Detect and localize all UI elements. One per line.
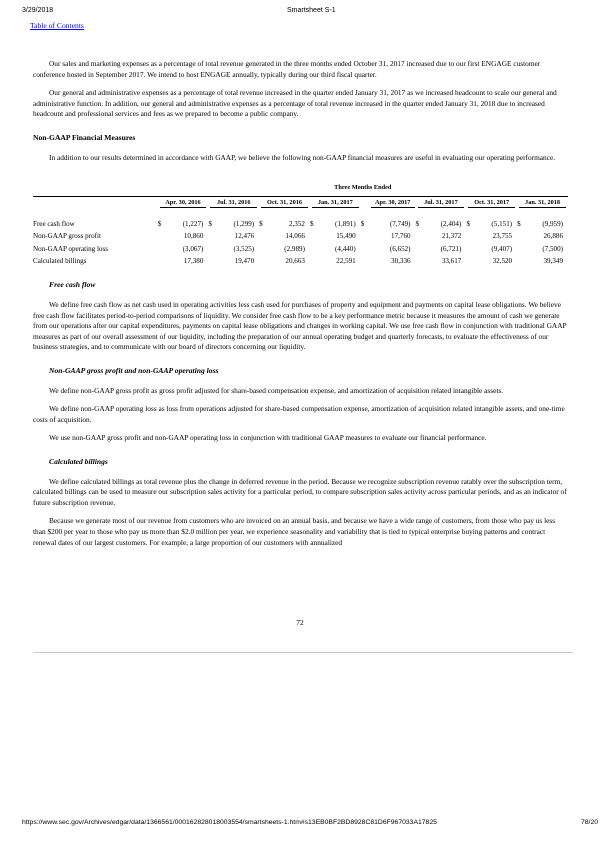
subsection-heading-free-cash-flow: Free cash flow [49,280,96,290]
row-label: Non-GAAP gross profit [33,232,101,241]
column-header: Apr. 30, 2016 [158,196,209,208]
paragraph-calculated-billings-definition: We define calculated billings as total revenue plus the change in deferred revenue in the period. Because we recognize subscription revenue ratably over the subscription term, calculated billings can be used to measure our subscription sales activity for a particular period, to compare subscription sales activity across particular periods, and as an indicator of future subscription revenue. [33,476,567,507]
print-date: 3/29/2018 [22,7,54,14]
paragraph-non-gaap-gross-profit: We define non-GAAP gross profit as gross profit adjusted for share-based compensation expense, and amortization of acquisition related intangible assets. [49,385,504,395]
subsection-heading-calculated-billings: Calculated billings [49,456,108,466]
column-header: Oct. 31, 2016 [259,196,310,208]
print-page-count: 78/20 [581,819,599,826]
table-group-header: Three Months Ended [158,183,568,196]
table-of-contents-link[interactable]: Table of Contents [30,21,84,30]
table-row-calculated-billings: Calculated billings 17,380 19,470 20,663 22,591 30,336 33,617 32,520 39,349 [33,255,568,267]
paragraph-general-admin: Our general and administrative expenses as a percentage of total revenue increased in the quarter ended January 31, 2017 as we increased headcount to scale our general and administrative function. In addition, our general and administrative expenses as a percentage of total revenue increased in the quarter ended January 31, 2018 due to increased headcount and professional services and fees as we prepared to become a public company. [33,88,557,119]
section-heading-non-gaap: Non-GAAP Financial Measures [33,132,136,142]
paragraph-free-cash-flow: We define free cash flow as net cash used in operating activities less cash used for purchases of property and equipment and payments on capital lease obligations. We believe free cash flow facilitates period-to-period comparisons of liquidity. We consider free cash flow to be a key performance metric because it measures the amount of cash we generate from our operations after our capital expenditures, payments on capital lease obligations and changes in working capital. We use free cash flow in conjunction with traditional GAAP measures as part of our overall assessment of our liquidity, including the preparation of our annual operating budget and quarterly forecasts, to evaluate the effectiveness of our business strategies, and to communicate with our board of directors concerning our liquidity. [33,300,567,352]
page-divider [33,652,573,653]
column-header: Jan. 31, 2018 [517,196,568,208]
paragraph-non-gaap-operating-loss: We define non-GAAP operating loss as loss from operations adjusted for share-based compensation expense, amortization of acquisition related intangible assets, and one-time costs of acquisition. [33,404,565,424]
non-gaap-financial-table [33,183,568,267]
column-header: Jul. 31, 2017 [416,196,467,208]
table-row-non-gaap-gross-profit: Non-GAAP gross profit 10,860 12,476 14,066 15,490 17,760 21,372 23,755 26,886 [33,231,568,243]
column-header: Oct. 31, 2017 [466,196,517,208]
row-label: Non-GAAP operating loss [33,244,109,253]
table-row-non-gaap-operating-loss: Non-GAAP operating loss (3,067) (3,525) (2,989) (4,440) (6,652) (6,721) (9,407) (7,500) [33,243,568,255]
paragraph-calculated-billings-seasonality: Because we generate most of our revenue from customers who are invoiced on an annual basis, and because we have a wide range of customers, from those who pay us less than $200 per year to those who pay us more than $2.0 million per year, we experience seasonality and variability that is tied to typical enterprise buying patterns and contract renewal dates of our largest customers. For example, a large proportion of our customers with annualized [33,516,556,547]
column-header: Apr. 30, 2017 [361,196,416,208]
paragraph-non-gaap-intro: In addition to our results determined in accordance with GAAP, we believe the following non-GAAP financial measures are useful in evaluating our operating performance. [49,152,556,162]
table-row-free-cash-flow: Free cash flow $ (1,227) $ (1,299) $ 2,352 $ (1,891) $ (7,749) $ (2,404) $ (5,151) $ (9,959) [33,218,568,230]
document-body [33,59,568,556]
print-url: https://www.sec.gov/Archives/edgar/data/1366561/000162828018003554/smartsheets-1.htm#s13EB0BF2BD8928C81D6F967033A17825 [22,819,437,826]
row-label: Calculated billings [33,256,87,265]
column-header: Jul. 31, 2016 [208,196,259,208]
paragraph-sales-marketing: Our sales and marketing expenses as a percentage of total revenue generated in the three months ended October 31, 2017 increased due to our first ENGAGE customer conference hosted in September 2017. We intend to host ENGAGE annually, typically during our third fiscal quarter. [33,59,541,79]
page-number: 72 [296,618,304,627]
print-header [22,7,600,19]
print-title: Smartsheet S-1 [287,7,336,14]
subsection-heading-non-gaap-profit: Non-GAAP gross profit and non-GAAP operating loss [49,366,219,375]
paragraph-non-gaap-usage: We use non-GAAP gross profit and non-GAAP operating loss in conjunction with traditional GAAP measures to evaluate our financial performance. [49,433,487,443]
row-label: Free cash flow [33,220,75,229]
column-header: Jan. 31, 2017 [310,196,361,208]
